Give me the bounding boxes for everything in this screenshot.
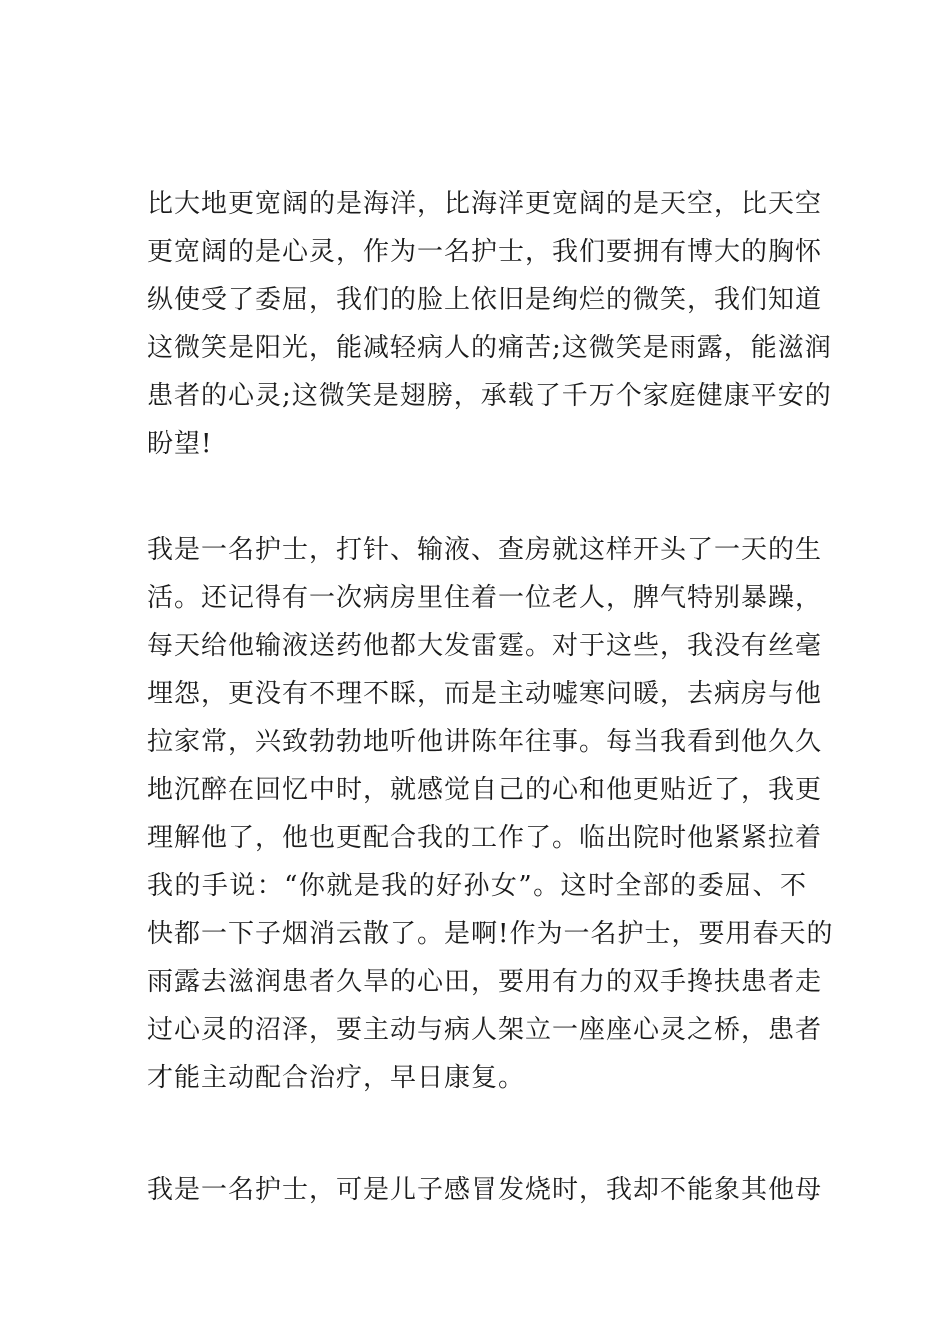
paragraph-line: 这微笑是阳光，能减轻病人的痛苦;这微笑是雨露，能滋润 — [147, 333, 832, 363]
paragraph-line: 雨露去滋润患者久旱的心田，要用有力的双手搀扶患者走 — [147, 967, 823, 997]
paragraph-line: 患者的心灵;这微笑是翅膀，承载了千万个家庭健康平安的 — [147, 381, 832, 411]
paragraph-line: 我是一名护士，打针、输液、查房就这样开头了一天的生 — [147, 535, 823, 565]
paragraph-2 — [147, 526, 834, 1102]
paragraph-1 — [147, 180, 832, 468]
paragraph-line: 比大地更宽阔的是海洋，比海洋更宽阔的是天空，比天空 — [147, 189, 823, 219]
paragraph-line: 过心灵的沼泽，要主动与病人架立一座座心灵之桥，患者 — [147, 1015, 823, 1045]
paragraph-line: 更宽阔的是心灵，作为一名护士，我们要拥有博大的胸怀 — [147, 237, 823, 267]
paragraph-line: 地沉醉在回忆中时，就感觉自己的心和他更贴近了，我更 — [147, 775, 823, 805]
paragraph-line: 我是一名护士，可是儿子感冒发烧时，我却不能象其他母 — [147, 1175, 823, 1205]
paragraph-line: 每天给他输液送药他都大发雷霆。对于这些，我没有丝毫 — [147, 631, 823, 661]
paragraph-line: 盼望! — [147, 429, 213, 459]
paragraph-line: 埋怨，更没有不理不睬，而是主动嘘寒问暖，去病房与他 — [147, 679, 823, 709]
paragraph-line: 我的手说：“你就是我的好孙女”。这时全部的委屈、不 — [147, 871, 807, 901]
paragraph-line: 纵使受了委屈，我们的脸上依旧是绚烂的微笑，我们知道 — [147, 285, 823, 315]
paragraph-line: 活。还记得有一次病房里住着一位老人，脾气特别暴躁， — [147, 583, 823, 613]
paragraph-line: 拉家常，兴致勃勃地听他讲陈年往事。每当我看到他久久 — [147, 727, 823, 757]
paragraph-3 — [147, 1166, 823, 1214]
paragraph-line: 理解他了，他也更配合我的工作了。临出院时他紧紧拉着 — [147, 823, 823, 853]
paragraph-line: 快都一下子烟消云散了。是啊!作为一名护士，要用春天的 — [147, 919, 834, 949]
paragraph-line: 才能主动配合治疗，早日康复。 — [147, 1063, 526, 1093]
